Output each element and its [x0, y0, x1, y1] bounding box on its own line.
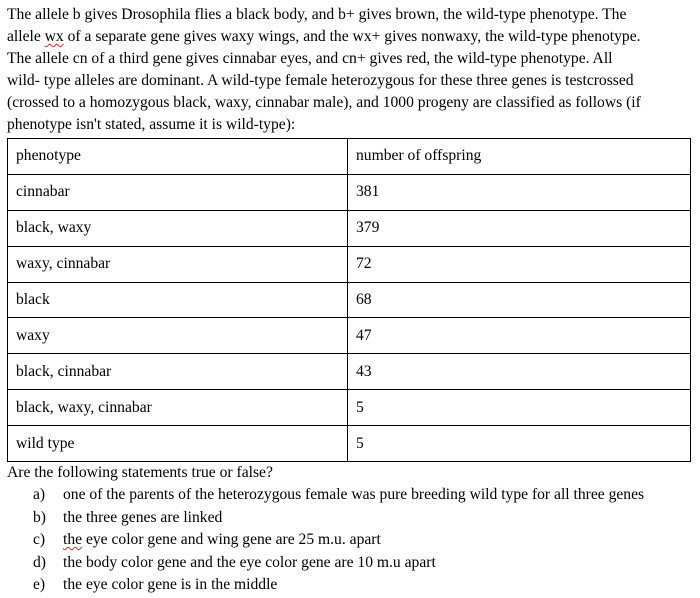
phenotype-cell: black, waxy, cinnabar	[8, 390, 348, 426]
phenotype-cell: waxy	[8, 318, 348, 354]
header-number-of-offspring: number of offspring	[348, 139, 691, 175]
count-cell: 72	[348, 246, 691, 282]
intro-line-6: phenotype isn't stated, assume it is wild-type):	[7, 116, 296, 134]
intro-line-5: (crossed to a homozygous black, waxy, cinnabar male), and 1000 progeny are classified as follows (if	[7, 94, 641, 112]
table-row	[8, 174, 691, 210]
intro-line-3: The allele cn of a third gene gives cinnabar eyes, and cn+ gives red, the wild-type phenotype. All	[7, 50, 613, 68]
statement-item	[33, 529, 644, 552]
count-cell: 43	[348, 354, 691, 390]
phenotype-cell: wild type	[8, 426, 348, 462]
count-cell: 381	[348, 174, 691, 210]
problem-intro	[7, 4, 697, 137]
intro-line-4: wild- type alleles are dominant. A wild-type female heterozygous for these three genes is testcrossed	[7, 72, 634, 90]
progeny-table	[7, 138, 691, 462]
statement-marker: d)	[33, 553, 46, 571]
statement-text: eye color gene and wing gene are 25 m.u. apart	[82, 531, 381, 549]
table-row	[8, 390, 691, 426]
statement-item	[33, 507, 644, 530]
statement-marker: a)	[33, 486, 46, 503]
statement-text: one of the parents of the heterozygous female was pure breeding wild type for all three genes	[63, 486, 645, 503]
statement-text: the eye color gene is in the middle	[63, 576, 278, 594]
spellcheck-word-the: the	[63, 531, 83, 549]
phenotype-cell: black	[8, 282, 348, 318]
intro-line-2	[7, 26, 697, 48]
statement-text: the body color gene and the eye color gene are 10 m.u apart	[63, 553, 436, 571]
statement-text: the three genes are linked	[63, 508, 223, 526]
statement-marker: b)	[33, 508, 46, 526]
table-row	[8, 210, 691, 246]
count-cell: 5	[348, 390, 691, 426]
intro-line-2-end: of a separate gene gives waxy wings, and the wx+ gives nonwaxy, the wild-type phenotype.	[63, 28, 641, 46]
phenotype-cell: cinnabar	[8, 174, 348, 210]
spellcheck-word-wx: wx	[44, 28, 64, 46]
table-row	[8, 354, 691, 390]
statement-marker: c)	[33, 531, 46, 549]
phenotype-cell: black, waxy	[8, 210, 348, 246]
question-text: Are the following statements true or false?	[7, 464, 273, 481]
table-row	[8, 282, 691, 318]
table-row	[8, 246, 691, 282]
intro-line-1: The allele b gives Drosophila flies a black body, and b+ gives brown, the wild-type phenotype. The	[7, 6, 627, 23]
statement-marker: e)	[33, 576, 46, 594]
count-cell: 5	[348, 426, 691, 462]
statement-list	[33, 484, 644, 597]
table-row	[8, 426, 691, 462]
statement-item	[33, 552, 644, 575]
table-header-row	[8, 139, 691, 175]
phenotype-cell: waxy, cinnabar	[8, 246, 348, 282]
count-cell: 47	[348, 318, 691, 354]
header-phenotype: phenotype	[8, 139, 348, 175]
statement-item	[33, 574, 644, 597]
count-cell: 68	[348, 282, 691, 318]
table-row	[8, 318, 691, 354]
statement-item	[33, 484, 644, 507]
intro-line-2-start: allele	[7, 28, 45, 46]
count-cell: 379	[348, 210, 691, 246]
phenotype-cell: black, cinnabar	[8, 354, 348, 390]
